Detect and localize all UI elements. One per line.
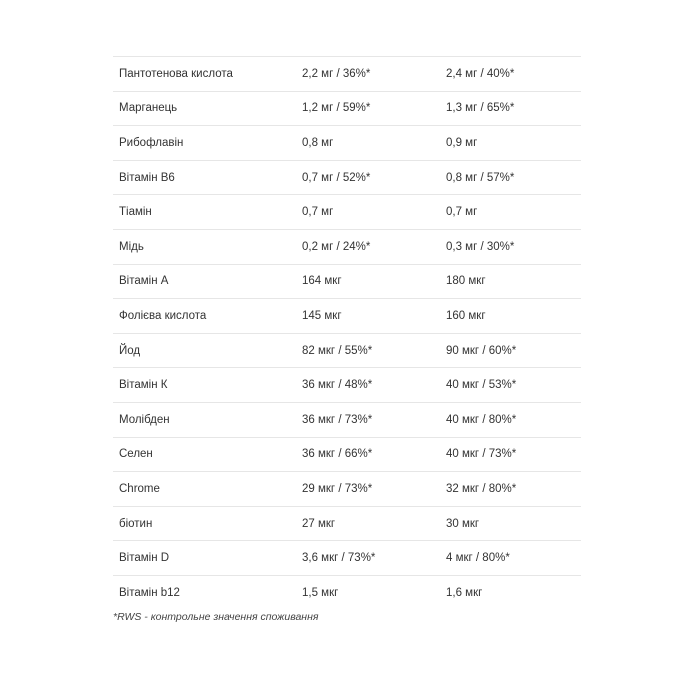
nutrient-name: Рибофлавін (119, 136, 184, 149)
table-row (113, 57, 581, 92)
nutrient-amount-serving-2: 40 мкг / 73%* (446, 448, 517, 461)
nutrient-name: Пантотенова кислота (119, 67, 233, 80)
table-row (113, 126, 581, 161)
nutrient-amount-serving-2: 40 мкг / 53%* (446, 379, 517, 392)
nutrient-amount-serving-1: 2,2 мг / 36%* (302, 67, 371, 80)
nutrient-amount-serving-1: 145 мкг (302, 309, 342, 322)
table-row (113, 265, 581, 300)
nutrient-name: Chrome (119, 482, 160, 495)
nutrient-name: Вітамін b12 (119, 586, 180, 599)
nutrient-name: Тіамін (119, 206, 152, 219)
table-row (113, 92, 581, 127)
nutrient-name: Вітамін К (119, 379, 168, 392)
nutrient-name: Вітамін B6 (119, 171, 175, 184)
nutrient-amount-serving-2: 2,4 мг / 40%* (446, 67, 515, 80)
nutrient-amount-serving-1: 1,5 мкг (302, 586, 339, 599)
nutrient-amount-serving-1: 36 мкг / 73%* (302, 413, 373, 426)
table-row (113, 299, 581, 334)
table-row (113, 368, 581, 403)
footnote: *RWS - контрольне значення споживання (113, 611, 319, 623)
nutrient-amount-serving-2: 0,8 мг / 57%* (446, 171, 515, 184)
nutrient-table (113, 56, 581, 610)
table-row (113, 230, 581, 265)
table-row (113, 438, 581, 473)
nutrient-amount-serving-1: 3,6 мкг / 73%* (302, 552, 376, 565)
nutrient-name: Мідь (119, 240, 144, 253)
nutrient-amount-serving-2: 90 мкг / 60%* (446, 344, 517, 357)
table-row (113, 507, 581, 542)
nutrient-name: біотин (119, 517, 153, 530)
nutrient-amount-serving-2: 180 мкг (446, 275, 486, 288)
nutrient-amount-serving-1: 27 мкг (302, 517, 336, 530)
nutrient-name: Селен (119, 448, 153, 461)
nutrient-amount-serving-2: 160 мкг (446, 309, 486, 322)
table-row (113, 161, 581, 196)
nutrient-amount-serving-1: 0,2 мг / 24%* (302, 240, 371, 253)
nutrient-name: Йод (119, 344, 141, 357)
table-row (113, 195, 581, 230)
nutrient-name: Фолієва кислота (119, 309, 207, 322)
nutrient-amount-serving-2: 30 мкг (446, 517, 480, 530)
nutrient-amount-serving-2: 0,9 мг (446, 136, 478, 149)
nutrient-name: Молібден (119, 413, 170, 426)
nutrient-amount-serving-2: 1,3 мг / 65%* (446, 102, 515, 115)
nutrient-amount-serving-1: 0,7 мг / 52%* (302, 171, 371, 184)
nutrient-amount-serving-2: 32 мкг / 80%* (446, 482, 517, 495)
nutrient-name: Марганець (119, 102, 178, 115)
table-row (113, 334, 581, 369)
nutrient-amount-serving-1: 82 мкг / 55%* (302, 344, 373, 357)
nutrient-amount-serving-1: 164 мкг (302, 275, 342, 288)
nutrient-amount-serving-1: 1,2 мг / 59%* (302, 102, 371, 115)
table-row (113, 541, 581, 576)
nutrient-name: Вітамін D (119, 552, 170, 565)
nutrient-amount-serving-1: 36 мкг / 48%* (302, 379, 373, 392)
table-row (113, 576, 581, 610)
table-row (113, 472, 581, 507)
nutrient-amount-serving-2: 0,3 мг / 30%* (446, 240, 515, 253)
nutrient-amount-serving-1: 29 мкг / 73%* (302, 482, 373, 495)
nutrient-amount-serving-2: 1,6 мкг (446, 586, 483, 599)
nutrient-amount-serving-2: 4 мкг / 80%* (446, 552, 510, 565)
nutrient-amount-serving-1: 0,7 мг (302, 206, 334, 219)
table-row (113, 403, 581, 438)
nutrient-name: Вітамін А (119, 275, 169, 288)
nutrient-amount-serving-1: 36 мкг / 66%* (302, 448, 373, 461)
nutrient-amount-serving-2: 40 мкг / 80%* (446, 413, 517, 426)
nutrient-amount-serving-1: 0,8 мг (302, 136, 334, 149)
nutrient-amount-serving-2: 0,7 мг (446, 206, 478, 219)
